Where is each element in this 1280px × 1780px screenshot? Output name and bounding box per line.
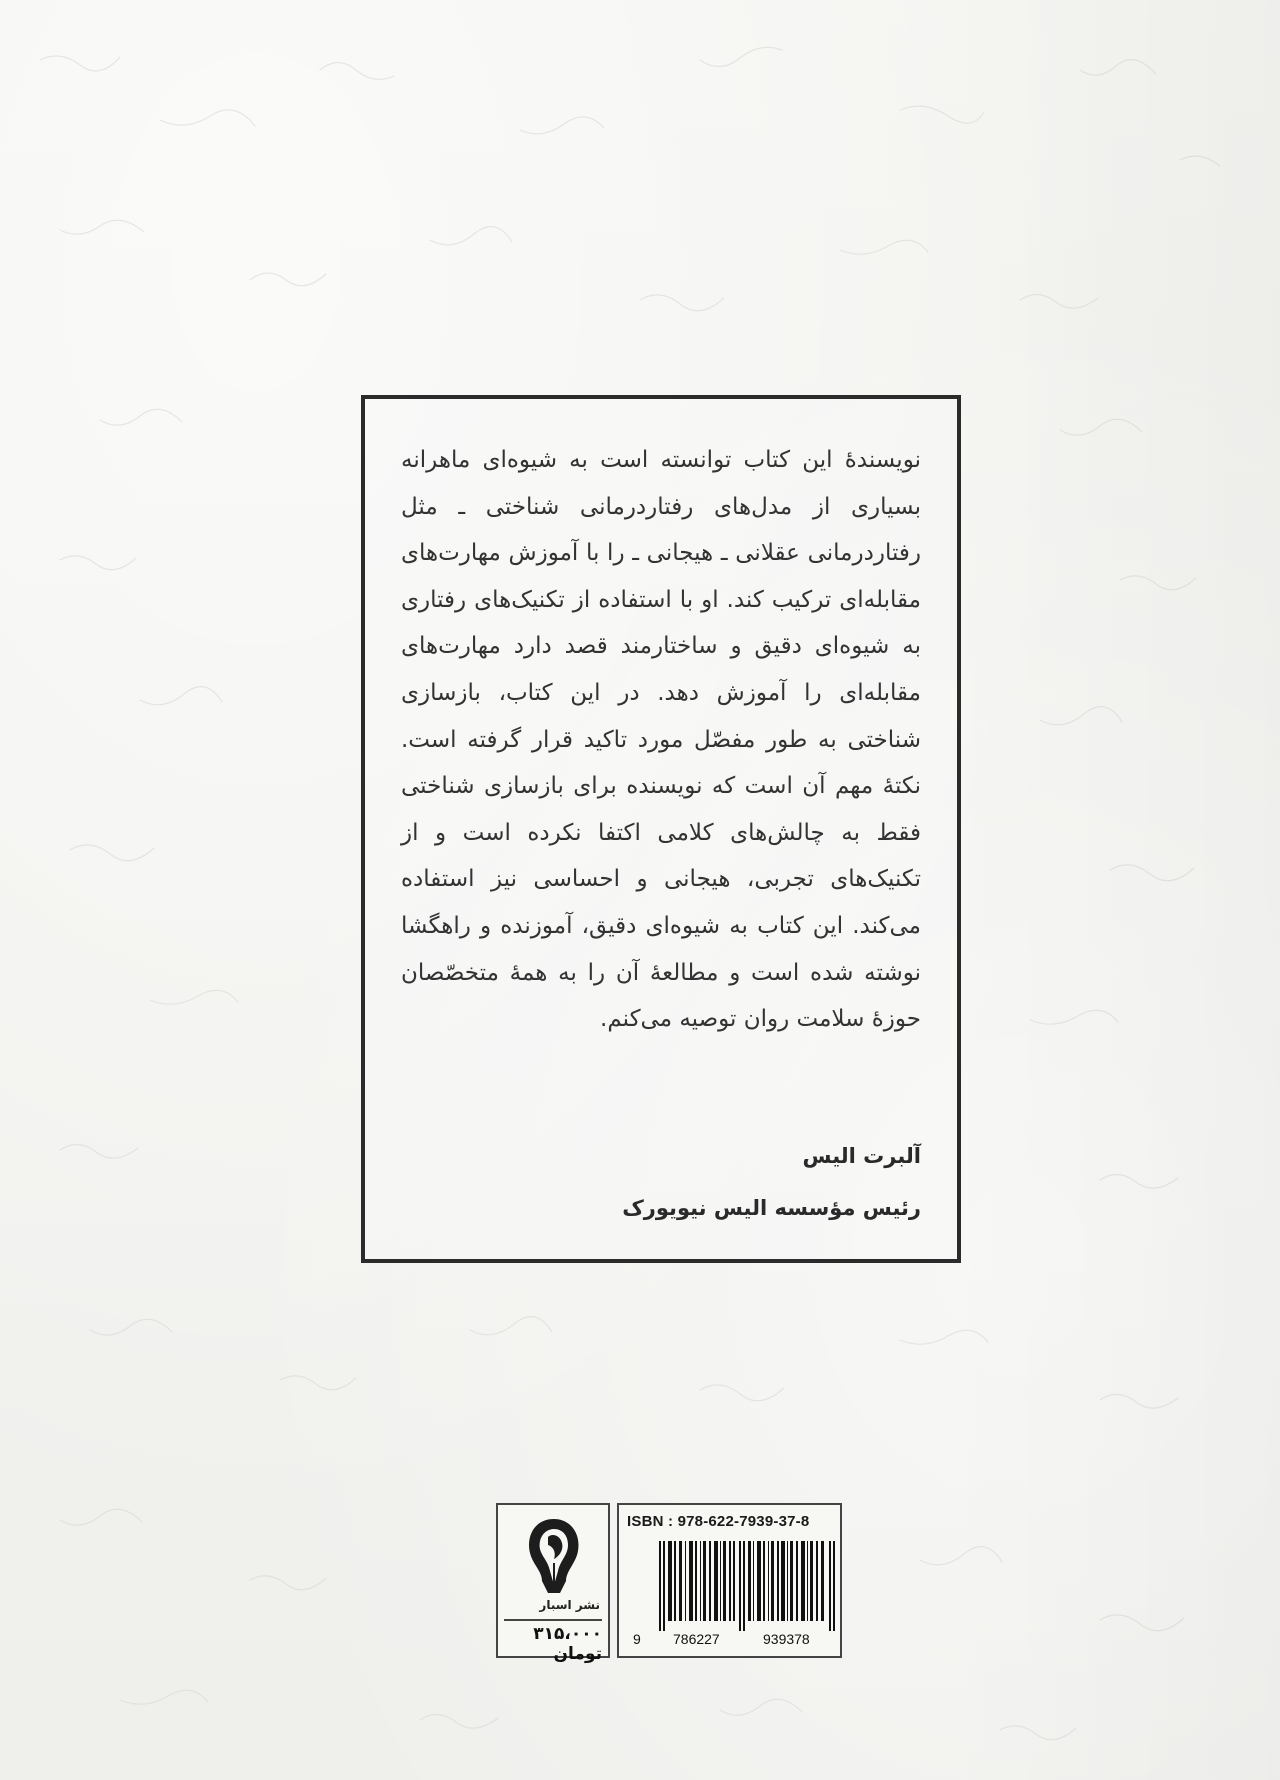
barcode-digits-group-2: 939378 (763, 1631, 810, 1647)
publisher-divider (504, 1619, 602, 1621)
cover-edge-shading (940, 0, 1280, 1780)
isbn-label: ISBN : 978-622-7939-37-8 (627, 1513, 810, 1530)
quote-author-role: رئیس مؤسسه الیس نیویورک (622, 1196, 921, 1220)
quote-text: نویسندهٔ این کتاب توانسته است به شیوه‌ای ماهرانه بسیاری از مدل‌های رفتاردرمانی شناختی ـ مثل رفتاردرمانی عقلانی ـ هیجانی ـ را با آموزش مهارت‌های مقابله‌ای ترکیب کند. او با استفاده از تکنیک‌های رفتاری به شیوه‌ای دقیق و ساختارمند قصد دارد مهارت‌های مقابله‌ای را آموزش دهد. در این کتاب، بازسازی شناختی به طور مفصّل مورد تاکید قرار گرفته است. نکتهٔ مهم آن است که نویسنده برای بازسازی شناختی فقط به چالش‌های کلامی اکتفا نکرده است و از تکنیک‌های تجربی، هیجانی و احساسی نیز استفاده می‌کند. این کتاب به شیوه‌ای دقیق، آموزنده و راهگشا نوشته شده است و مطالعهٔ آن را به همهٔ متخصّصان حوزهٔ سلامت روان توصیه می‌کنم. (401, 447, 921, 1033)
quote-author: آلبرت الیس (802, 1144, 921, 1168)
barcode-icon (659, 1541, 835, 1631)
publisher-box (496, 1503, 610, 1664)
barcode-digits-group-1: 786227 (673, 1631, 720, 1647)
price: ۳۱۵،۰۰۰ تومان (533, 1624, 602, 1664)
quote-box (361, 395, 961, 1263)
horse-head-pen-icon (518, 1515, 590, 1597)
barcode-prefix-digit: 9 (633, 1631, 641, 1647)
publisher-name: نشر اسبار (539, 1598, 600, 1612)
isbn-box (617, 1503, 842, 1658)
